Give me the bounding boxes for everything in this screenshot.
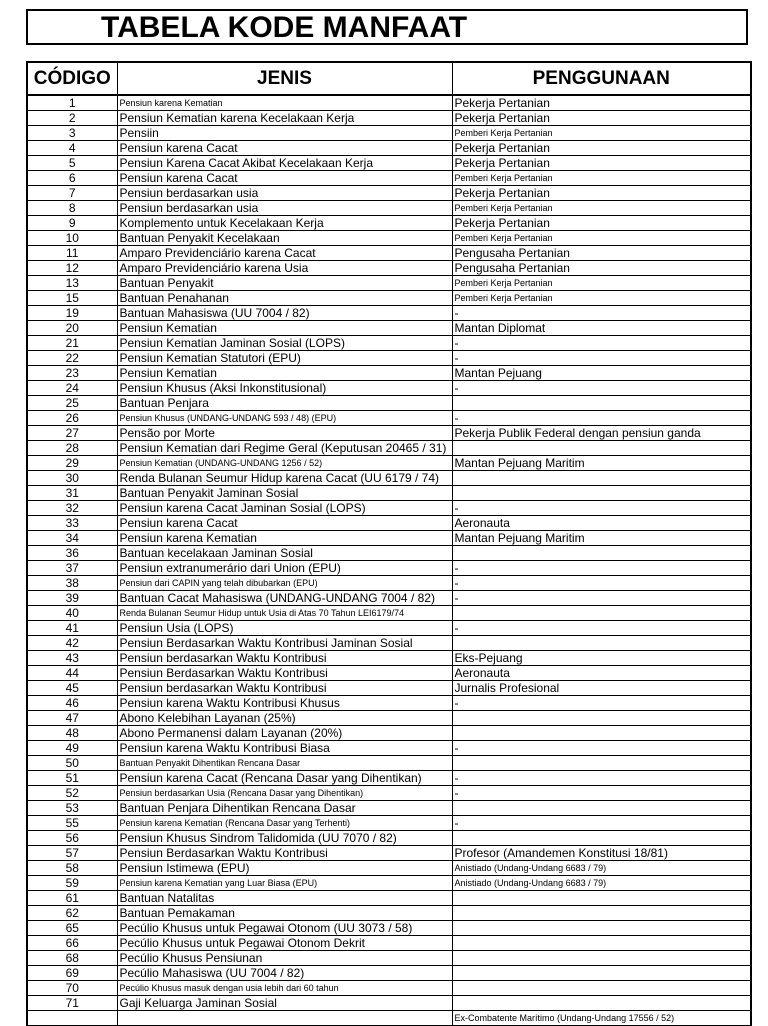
code-cell: 4: [27, 141, 117, 156]
penggunaan-cell: -: [452, 741, 751, 756]
table-row: [27, 126, 751, 141]
penggunaan-cell: [452, 396, 751, 411]
jenis-cell: Bantuan Penyakit Dihentikan Rencana Dasar: [117, 756, 452, 771]
jenis-cell: Pensiun extranumerário dari Union (EPU): [117, 561, 452, 576]
code-cell: 36: [27, 546, 117, 561]
penggunaan-cell: [452, 711, 751, 726]
code-cell: 26: [27, 411, 117, 426]
code-cell: 19: [27, 306, 117, 321]
code-cell: 57: [27, 846, 117, 861]
table-row: [27, 846, 751, 861]
table-row: [27, 336, 751, 351]
penggunaan-cell: Pemberi Kerja Pertanian: [452, 276, 751, 291]
penggunaan-cell: [452, 471, 751, 486]
jenis-cell: Pensiun Khusus Sindrom Talidomida (UU 7070 / 82): [117, 831, 452, 846]
penggunaan-cell: Pekerja Pertanian: [452, 216, 751, 231]
code-cell: 13: [27, 276, 117, 291]
jenis-cell: Pensiun Kematian: [117, 321, 452, 336]
table-row: [27, 576, 751, 591]
code-cell: 61: [27, 891, 117, 906]
table-row: [27, 906, 751, 921]
code-cell: 69: [27, 966, 117, 981]
code-cell: 55: [27, 816, 117, 831]
penggunaan-cell: [452, 936, 751, 951]
jenis-cell: Pensiun berdasarkan Waktu Kontribusi: [117, 681, 452, 696]
header-penggunaan: PENGGUNAAN: [452, 62, 751, 95]
penggunaan-cell: -: [452, 381, 751, 396]
table-row: [27, 951, 751, 966]
table-row: [27, 726, 751, 741]
jenis-cell: Pensiun Berdasarkan Waktu Kontribusi Jaminan Sosial: [117, 636, 452, 651]
table-row: [27, 936, 751, 951]
jenis-cell: Renda Bulanan Seumur Hidup karena Cacat (UU 6179 / 74): [117, 471, 452, 486]
table-row: [27, 111, 751, 126]
code-cell: 31: [27, 486, 117, 501]
table-row: [27, 786, 751, 801]
code-cell: 3: [27, 126, 117, 141]
table-row: [27, 876, 751, 891]
penggunaan-cell: Anistiado (Undang-Undang 6683 / 79): [452, 861, 751, 876]
penggunaan-cell: Pekerja Pertanian: [452, 186, 751, 201]
table-row: [27, 741, 751, 756]
penggunaan-cell: [452, 801, 751, 816]
jenis-cell: [117, 1011, 452, 1026]
table-row: [27, 561, 751, 576]
table-row: [27, 291, 751, 306]
penggunaan-cell: Ex-Combatente Marítimo (Undang-Undang 17556 / 52): [452, 1011, 751, 1026]
table-row: [27, 411, 751, 426]
table-row: [27, 441, 751, 456]
jenis-cell: Pecúlio Khusus untuk Pegawai Otonom Dekrit: [117, 936, 452, 951]
jenis-cell: Pensiun karena Waktu Kontribusi Biasa: [117, 741, 452, 756]
jenis-cell: Pensiun Kematian Statutori (EPU): [117, 351, 452, 366]
table-row: [27, 801, 751, 816]
jenis-cell: Pecúlio Khusus untuk Pegawai Otonom (UU 3073 / 58): [117, 921, 452, 936]
jenis-cell: Komplemento untuk Kecelakaan Kerja: [117, 216, 452, 231]
header-code: CÓDIGO: [27, 62, 117, 95]
penggunaan-cell: Pekerja Publik Federal dengan pensiun ganda: [452, 426, 751, 441]
jenis-cell: Pensiun karena Kematian yang Luar Biasa (EPU): [117, 876, 452, 891]
jenis-cell: Bantuan kecelakaan Jaminan Sosial: [117, 546, 452, 561]
jenis-cell: Pensiun karena Cacat Jaminan Sosial (LOPS): [117, 501, 452, 516]
penggunaan-cell: Pekerja Pertanian: [452, 111, 751, 126]
table-row: [27, 216, 751, 231]
jenis-cell: Pensiun berdasarkan usia: [117, 186, 452, 201]
penggunaan-cell: Mantan Diplomat: [452, 321, 751, 336]
penggunaan-cell: -: [452, 411, 751, 426]
code-cell: 53: [27, 801, 117, 816]
code-cell: 71: [27, 996, 117, 1011]
table-row: [27, 891, 751, 906]
jenis-cell: Pecúlio Khusus Pensiunan: [117, 951, 452, 966]
code-cell: 5: [27, 156, 117, 171]
code-cell: 28: [27, 441, 117, 456]
penggunaan-cell: -: [452, 561, 751, 576]
table-row: [27, 366, 751, 381]
table-row: [27, 171, 751, 186]
penggunaan-cell: -: [452, 786, 751, 801]
table-row: [27, 666, 751, 681]
jenis-cell: Amparo Previdenciário karena Cacat: [117, 246, 452, 261]
jenis-cell: Pensiun dari CAPIN yang telah dibubarkan (EPU): [117, 576, 452, 591]
jenis-cell: Pensiun Berdasarkan Waktu Kontribusi: [117, 846, 452, 861]
code-cell: 66: [27, 936, 117, 951]
code-cell: 40: [27, 606, 117, 621]
jenis-cell: Pensiun Karena Cacat Akibat Kecelakaan Kerja: [117, 156, 452, 171]
jenis-cell: Bantuan Penyakit Jaminan Sosial: [117, 486, 452, 501]
code-cell: 58: [27, 861, 117, 876]
code-cell: 68: [27, 951, 117, 966]
code-cell: 41: [27, 621, 117, 636]
code-cell: 45: [27, 681, 117, 696]
penggunaan-cell: -: [452, 816, 751, 831]
title-box: [26, 9, 748, 45]
penggunaan-cell: Aeronauta: [452, 666, 751, 681]
penggunaan-cell: [452, 981, 751, 996]
table-row: [27, 231, 751, 246]
penggunaan-cell: [452, 546, 751, 561]
header-jenis: JENIS: [117, 62, 452, 95]
code-cell: 25: [27, 396, 117, 411]
code-cell: 56: [27, 831, 117, 846]
table-row: [27, 711, 751, 726]
penggunaan-cell: Eks-Pejuang: [452, 651, 751, 666]
table-row: [27, 501, 751, 516]
table-row: [27, 276, 751, 291]
code-cell: 51: [27, 771, 117, 786]
penggunaan-cell: -: [452, 621, 751, 636]
jenis-cell: Pensiun karena Cacat (Rencana Dasar yang Dihentikan): [117, 771, 452, 786]
code-cell: 70: [27, 981, 117, 996]
table-row: [27, 396, 751, 411]
penggunaan-cell: [452, 891, 751, 906]
table-row: [27, 306, 751, 321]
code-cell: 24: [27, 381, 117, 396]
penggunaan-cell: [452, 486, 751, 501]
code-cell: 46: [27, 696, 117, 711]
jenis-cell: Bantuan Penahanan: [117, 291, 452, 306]
code-cell: 65: [27, 921, 117, 936]
penggunaan-cell: -: [452, 501, 751, 516]
code-cell: 38: [27, 576, 117, 591]
table-row: [27, 471, 751, 486]
benefit-code-table: [26, 61, 752, 1026]
jenis-cell: Amparo Previdenciário karena Usia: [117, 261, 452, 276]
table-row: [27, 246, 751, 261]
penggunaan-cell: [452, 636, 751, 651]
jenis-cell: Bantuan Cacat Mahasiswa (UNDANG-UNDANG 7004 / 82): [117, 591, 452, 606]
penggunaan-cell: Pengusaha Pertanian: [452, 246, 751, 261]
page-title: TABELA KODE MANFAAT: [101, 11, 468, 44]
table-row: [27, 516, 751, 531]
code-cell: 11: [27, 246, 117, 261]
penggunaan-cell: Pemberi Kerja Pertanian: [452, 201, 751, 216]
jenis-cell: Pensiun karena Cacat: [117, 171, 452, 186]
code-cell: 9: [27, 216, 117, 231]
table-row: [27, 351, 751, 366]
code-cell: 37: [27, 561, 117, 576]
jenis-cell: Pensiun karena Waktu Kontribusi Khusus: [117, 696, 452, 711]
table-row: [27, 966, 751, 981]
code-cell: 2: [27, 111, 117, 126]
code-cell: 10: [27, 231, 117, 246]
jenis-cell: Bantuan Pemakaman: [117, 906, 452, 921]
table-row: [27, 186, 751, 201]
penggunaan-cell: [452, 951, 751, 966]
penggunaan-cell: Pemberi Kerja Pertanian: [452, 231, 751, 246]
jenis-cell: Bantuan Penjara: [117, 396, 452, 411]
table-row: [27, 381, 751, 396]
jenis-cell: Pensiun karena Cacat: [117, 141, 452, 156]
table-row: [27, 681, 751, 696]
jenis-cell: Pecúlio Mahasiswa (UU 7004 / 82): [117, 966, 452, 981]
jenis-cell: Pensiun karena Kematian (Rencana Dasar yang Terhenti): [117, 816, 452, 831]
code-cell: 49: [27, 741, 117, 756]
code-cell: 12: [27, 261, 117, 276]
jenis-cell: Pensiun karena Kematian: [117, 95, 452, 111]
code-cell: 50: [27, 756, 117, 771]
penggunaan-cell: Pemberi Kerja Pertanian: [452, 171, 751, 186]
jenis-cell: Pensiun berdasarkan Waktu Kontribusi: [117, 651, 452, 666]
jenis-cell: Pensiun Kematian (UNDANG-UNDANG 1256 / 52): [117, 456, 452, 471]
table-row: [27, 606, 751, 621]
jenis-cell: Abono Permanensi dalam Layanan (20%): [117, 726, 452, 741]
jenis-cell: Bantuan Mahasiswa (UU 7004 / 82): [117, 306, 452, 321]
table-row: [27, 621, 751, 636]
jenis-cell: Bantuan Penjara Dihentikan Rencana Dasar: [117, 801, 452, 816]
jenis-cell: Pensiun Usia (LOPS): [117, 621, 452, 636]
table-row: [27, 831, 751, 846]
table-row: [27, 591, 751, 606]
penggunaan-cell: [452, 996, 751, 1011]
table-row: [27, 456, 751, 471]
jenis-cell: Pensão por Morte: [117, 426, 452, 441]
table-body: [27, 95, 751, 1026]
table-row: [27, 531, 751, 546]
jenis-cell: Pecúlio Khusus masuk dengan usia lebih dari 60 tahun: [117, 981, 452, 996]
table-row: [27, 141, 751, 156]
jenis-cell: Pensiun Istimewa (EPU): [117, 861, 452, 876]
code-cell: [27, 1011, 117, 1026]
jenis-cell: Pensiun Kematian dari Regime Geral (Keputusan 20465 / 31): [117, 441, 452, 456]
penggunaan-cell: Mantan Pejuang Maritim: [452, 531, 751, 546]
table-row: [27, 261, 751, 276]
table-row: [27, 95, 751, 111]
jenis-cell: Abono Kelebihan Layanan (25%): [117, 711, 452, 726]
code-cell: 44: [27, 666, 117, 681]
penggunaan-cell: Pekerja Pertanian: [452, 156, 751, 171]
table-row: [27, 921, 751, 936]
jenis-cell: Renda Bulanan Seumur Hidup untuk Usia di Atas 70 Tahun LEI6179/74: [117, 606, 452, 621]
code-cell: 52: [27, 786, 117, 801]
penggunaan-cell: -: [452, 336, 751, 351]
jenis-cell: Pensiun Khusus (UNDANG-UNDANG 593 / 48) (EPU): [117, 411, 452, 426]
penggunaan-cell: Jurnalis Profesional: [452, 681, 751, 696]
code-cell: 1: [27, 95, 117, 111]
penggunaan-cell: -: [452, 771, 751, 786]
jenis-cell: Pensiin: [117, 126, 452, 141]
table-header-row: [27, 62, 751, 95]
penggunaan-cell: [452, 831, 751, 846]
jenis-cell: Pensiun Kematian karena Kecelakaan Kerja: [117, 111, 452, 126]
code-cell: 20: [27, 321, 117, 336]
penggunaan-cell: [452, 441, 751, 456]
penggunaan-cell: Pekerja Pertanian: [452, 95, 751, 111]
penggunaan-cell: Anistiado (Undang-Undang 6683 / 79): [452, 876, 751, 891]
table-row: [27, 156, 751, 171]
penggunaan-cell: [452, 906, 751, 921]
jenis-cell: Pensiun berdasarkan usia: [117, 201, 452, 216]
code-cell: 23: [27, 366, 117, 381]
code-cell: 29: [27, 456, 117, 471]
table-row: [27, 546, 751, 561]
penggunaan-cell: Pengusaha Pertanian: [452, 261, 751, 276]
code-cell: 22: [27, 351, 117, 366]
penggunaan-cell: -: [452, 351, 751, 366]
code-cell: 7: [27, 186, 117, 201]
jenis-cell: Pensiun Kematian: [117, 366, 452, 381]
table-row: [27, 651, 751, 666]
table-row: [27, 996, 751, 1011]
jenis-cell: Pensiun Khusus (Aksi Inkonstitusional): [117, 381, 452, 396]
code-cell: 34: [27, 531, 117, 546]
jenis-cell: Pensiun Kematian Jaminan Sosial (LOPS): [117, 336, 452, 351]
code-cell: 39: [27, 591, 117, 606]
penggunaan-cell: Pekerja Pertanian: [452, 141, 751, 156]
table-row: [27, 816, 751, 831]
code-cell: 59: [27, 876, 117, 891]
penggunaan-cell: [452, 921, 751, 936]
penggunaan-cell: Pemberi Kerja Pertanian: [452, 291, 751, 306]
table-row: [27, 1011, 751, 1026]
table-row: [27, 426, 751, 441]
code-cell: 6: [27, 171, 117, 186]
penggunaan-cell: -: [452, 591, 751, 606]
jenis-cell: Pensiun karena Cacat: [117, 516, 452, 531]
table-row: [27, 321, 751, 336]
code-cell: 30: [27, 471, 117, 486]
penggunaan-cell: Aeronauta: [452, 516, 751, 531]
penggunaan-cell: -: [452, 696, 751, 711]
jenis-cell: Pensiun karena Kematian: [117, 531, 452, 546]
code-cell: 48: [27, 726, 117, 741]
penggunaan-cell: Pemberi Kerja Pertanian: [452, 126, 751, 141]
penggunaan-cell: [452, 966, 751, 981]
table-row: [27, 636, 751, 651]
code-cell: 8: [27, 201, 117, 216]
code-cell: 43: [27, 651, 117, 666]
table-row: [27, 771, 751, 786]
penggunaan-cell: [452, 606, 751, 621]
code-cell: 42: [27, 636, 117, 651]
table-row: [27, 861, 751, 876]
penggunaan-cell: [452, 726, 751, 741]
penggunaan-cell: -: [452, 306, 751, 321]
table-row: [27, 981, 751, 996]
table-row: [27, 696, 751, 711]
penggunaan-cell: Mantan Pejuang Maritim: [452, 456, 751, 471]
code-cell: 27: [27, 426, 117, 441]
code-cell: 62: [27, 906, 117, 921]
penggunaan-cell: -: [452, 576, 751, 591]
code-cell: 47: [27, 711, 117, 726]
jenis-cell: Pensiun berdasarkan Usia (Rencana Dasar yang Dihentikan): [117, 786, 452, 801]
table-row: [27, 486, 751, 501]
code-cell: 21: [27, 336, 117, 351]
penggunaan-cell: [452, 756, 751, 771]
table-row: [27, 756, 751, 771]
penggunaan-cell: Profesor (Amandemen Konstitusi 18/81): [452, 846, 751, 861]
jenis-cell: Gaji Keluarga Jaminan Sosial: [117, 996, 452, 1011]
penggunaan-cell: Mantan Pejuang: [452, 366, 751, 381]
code-cell: 15: [27, 291, 117, 306]
jenis-cell: Bantuan Natalitas: [117, 891, 452, 906]
jenis-cell: Bantuan Penyakit Kecelakaan: [117, 231, 452, 246]
code-cell: 32: [27, 501, 117, 516]
table-row: [27, 201, 751, 216]
jenis-cell: Bantuan Penyakit: [117, 276, 452, 291]
code-cell: 33: [27, 516, 117, 531]
jenis-cell: Pensiun Berdasarkan Waktu Kontribusi: [117, 666, 452, 681]
